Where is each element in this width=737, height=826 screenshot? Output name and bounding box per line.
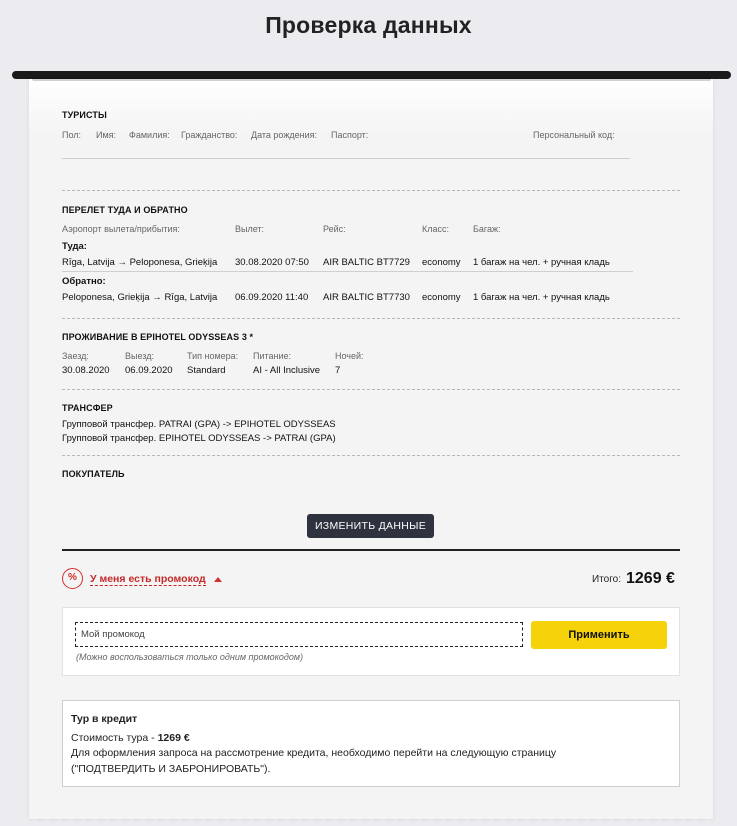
receipt-roller	[12, 71, 731, 79]
accommodation-header-checkin: Заезд:	[62, 351, 89, 361]
tourists-header-surname: Фамилия:	[129, 130, 170, 140]
flight-header-class: Класс:	[422, 224, 449, 234]
tourists-row-divider	[62, 158, 630, 159]
flight-section-title: ПЕРЕЛЕТ ТУДА И ОБРАТНО	[62, 205, 188, 215]
summary-divider	[62, 549, 680, 551]
flight-return-baggage: 1 багаж на чел. + ручная кладь	[473, 292, 610, 303]
receipt-torn-edge	[29, 812, 713, 826]
section-divider	[62, 190, 680, 191]
flight-outbound-flight-no: AIR BALTIC BT7729	[323, 257, 410, 268]
credit-description: Для оформления запроса на рассмотрение кредита, необходимо перейти на следующую страницу	[71, 747, 557, 759]
tourists-header-name: Имя:	[96, 130, 117, 140]
section-divider	[62, 389, 680, 390]
total-label: Итого:	[592, 574, 621, 585]
flight-return-label: Обратно:	[62, 276, 106, 287]
flight-return-route: Peloponesa, Grieķija → Rīga, Latvija	[62, 292, 218, 303]
edit-data-button[interactable]: ИЗМЕНИТЬ ДАННЫЕ	[307, 514, 434, 538]
credit-cost	[71, 732, 190, 744]
credit-description: ("ПОДТВЕРДИТЬ И ЗАБРОНИРОВАТЬ").	[71, 763, 271, 775]
accommodation-section-title: ПРОЖИВАНИЕ В EPIHOTEL ODYSSEAS 3 *	[62, 332, 254, 342]
page-title: Проверка данных	[265, 12, 472, 38]
accommodation-checkin: 30.08.2020	[62, 365, 110, 376]
flight-return-departure: 06.09.2020 11:40	[235, 292, 309, 303]
percent-icon[interactable]: %	[62, 568, 83, 589]
flight-outbound-class: economy	[422, 257, 461, 268]
flight-header-baggage: Багаж:	[473, 224, 501, 234]
tourists-section-title: ТУРИСТЫ	[62, 110, 107, 120]
accommodation-nights: 7	[335, 365, 341, 376]
flight-header-flight-no: Рейс:	[323, 224, 346, 234]
transfer-line: Групповой трансфер. EPIHOTEL ODYSSEAS -> PATRAI (GPA)	[62, 433, 336, 444]
transfer-line: Групповой трансфер. PATRAI (GPA) -> EPIHOTEL ODYSSEAS	[62, 419, 336, 430]
accommodation-room-type: Standard	[187, 365, 226, 376]
accommodation-header-room-type: Тип номера:	[187, 351, 239, 361]
flight-header-departure: Вылет:	[235, 224, 265, 234]
section-divider	[62, 455, 680, 456]
tourists-header-citizenship: Гражданство:	[181, 130, 238, 140]
apply-promo-button[interactable]: Применить	[531, 621, 667, 649]
credit-cost-value: 1269 €	[157, 732, 190, 744]
caret-up-icon[interactable]	[214, 577, 222, 582]
tourists-header-personal-code: Персональный код:	[533, 130, 615, 140]
promo-code-input[interactable]	[75, 622, 523, 647]
tourists-header-gender: Пол:	[62, 130, 82, 140]
total-value: 1269 €	[626, 570, 675, 587]
accommodation-checkout: 06.09.2020	[125, 365, 173, 376]
promo-note: (Можно воспользоваться только одним промокодом)	[76, 652, 304, 662]
section-divider	[62, 318, 680, 319]
accommodation-header-nights: Ночей:	[335, 351, 364, 361]
promo-toggle-link[interactable]: У меня есть промокод	[90, 573, 206, 585]
flight-outbound-baggage: 1 багаж на чел. + ручная кладь	[473, 257, 610, 268]
credit-title: Тур в кредит	[71, 713, 138, 725]
flight-outbound-route: Rīga, Latvija → Peloponesa, Grieķija	[62, 257, 218, 268]
flight-return-class: economy	[422, 292, 461, 303]
accommodation-meals: AI - All Inclusive	[253, 365, 321, 376]
flight-outbound-label: Туда:	[62, 241, 87, 252]
tourists-header-passport: Паспорт:	[331, 130, 369, 140]
accommodation-header-checkout: Выезд:	[125, 351, 154, 361]
accommodation-header-meals: Питание:	[253, 351, 292, 361]
buyer-section-title: ПОКУПАТЕЛЬ	[62, 469, 125, 479]
flight-row-divider	[62, 271, 633, 272]
flight-header-airport: Аэропорт вылета/прибытия:	[62, 224, 180, 234]
tourists-header-birth-date: Дата рождения:	[251, 130, 317, 140]
credit-cost-label: Стоимость тура -	[71, 732, 158, 744]
transfer-section-title: ТРАНСФЕР	[62, 403, 113, 413]
flight-return-flight-no: AIR BALTIC BT7730	[323, 292, 410, 303]
flight-outbound-departure: 30.08.2020 07:50	[235, 257, 309, 268]
